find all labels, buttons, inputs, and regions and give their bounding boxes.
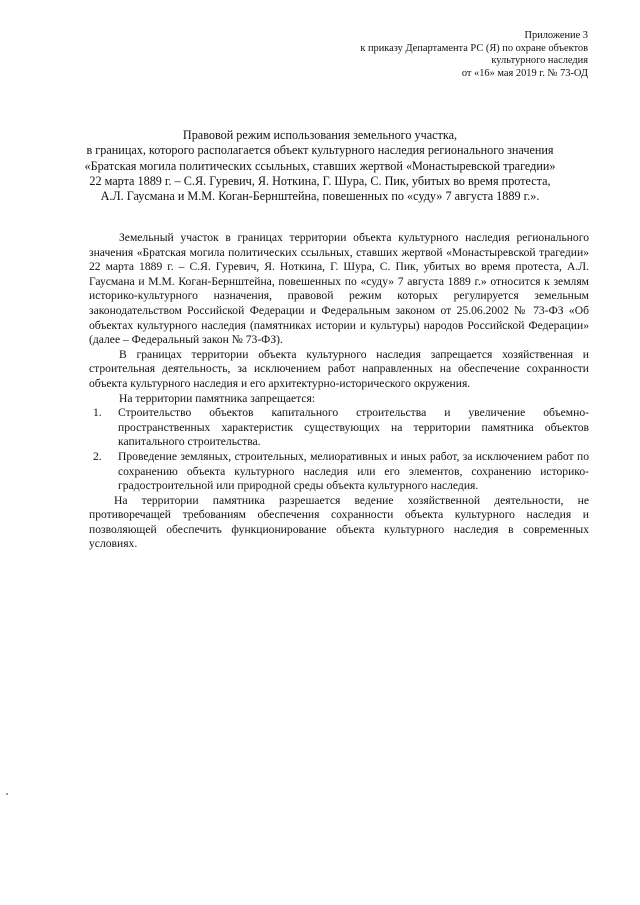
list-item-text: Проведение земляных, строительных, мелиоративных и иных работ, за исключением работ по сохранению объекта культурного наследия или его элементов, сохранению историко-градостроительной или природной среды объекта культурного наследия. (118, 449, 589, 493)
paragraph-land-plot: Земельный участок в границах территории объекта культурного наследия регионального значения «Братская могила политических ссыльных, ставших жертвой «Монастыревской трагедии» 22 марта 1889 г. – С.Я. Гуревич, Я. Ноткина, Г. Шура, С. Пик, убитых во время протеста, А.Л. Гаусмана и М.М. Коган-Бернштейна, повешенных по «суду» 7 августа 1889 г.» относится к землям историко-культурного назначения, правовой режим которых регулируется земельным законодательством Российской Федерации и Федеральным законом от 25.06.2002 № 73-ФЗ «Об объектах культурного наследия (памятниках истории и культуры) народов Российской Федерации» (далее – Федеральный закон № 73-ФЗ). (89, 231, 589, 347)
list-item (89, 406, 589, 450)
paragraph-prohibited-heading: На территории памятника запрещается: (119, 391, 316, 405)
paragraph-prohibition-general: В границах территории объекта культурного наследия запрещается хозяйственная и строительная деятельность, за исключением работ направленных на обеспечение сохранности объекта культурного наследия и его архитектурно-исторического окружения. (89, 347, 589, 390)
title-line-3: «Братская могила политических ссыльных, ставших жертвой «Монастыревской трагедии» (84, 158, 556, 173)
paragraph-permitted: На территории памятника разрешается ведение хозяйственной деятельности, не противоречащей требованиям обеспечения сохранности объекта культурного наследия и позволяющей обеспечить функционирование объекта культурного наследия в современных условиях. (89, 493, 589, 551)
header-order-ref: к приказу Департамента РС (Я) по охране объектов (360, 42, 588, 54)
list-item-number: 1. (93, 406, 102, 420)
list-item-number: 2. (93, 449, 102, 463)
title-line-2: в границах, которого располагается объект культурного наследия регионального значения (86, 143, 554, 158)
title-line-5: А.Л. Гаусмана и М.М. Коган-Бернштейна, повешенных по «суду» 7 августа 1889 г.». (100, 189, 540, 204)
list-item (89, 450, 589, 494)
header-order-date: от «16» мая 2019 г. № 73-ОД (461, 67, 588, 79)
scan-speck (6, 793, 8, 795)
header-appendix-number: Приложение 3 (524, 30, 588, 41)
list-item-text: Строительство объектов капитального строительства и увеличение объемно-пространственных характеристик существующих на территории памятника объектов капитального строительства. (118, 406, 589, 449)
title-line-4: 22 марта 1889 г. – С.Я. Гуревич, Я. Ноткина, Г. Шура, С. Пик, убитых во время протеста, (89, 173, 551, 188)
document-title (70, 128, 570, 204)
document-body (89, 231, 589, 552)
header-order-ref-cont: культурного наследия (491, 55, 588, 67)
prohibited-list (89, 406, 589, 494)
document-header (360, 30, 588, 80)
title-line-1: Правовой режим использования земельного участка, (182, 128, 458, 142)
